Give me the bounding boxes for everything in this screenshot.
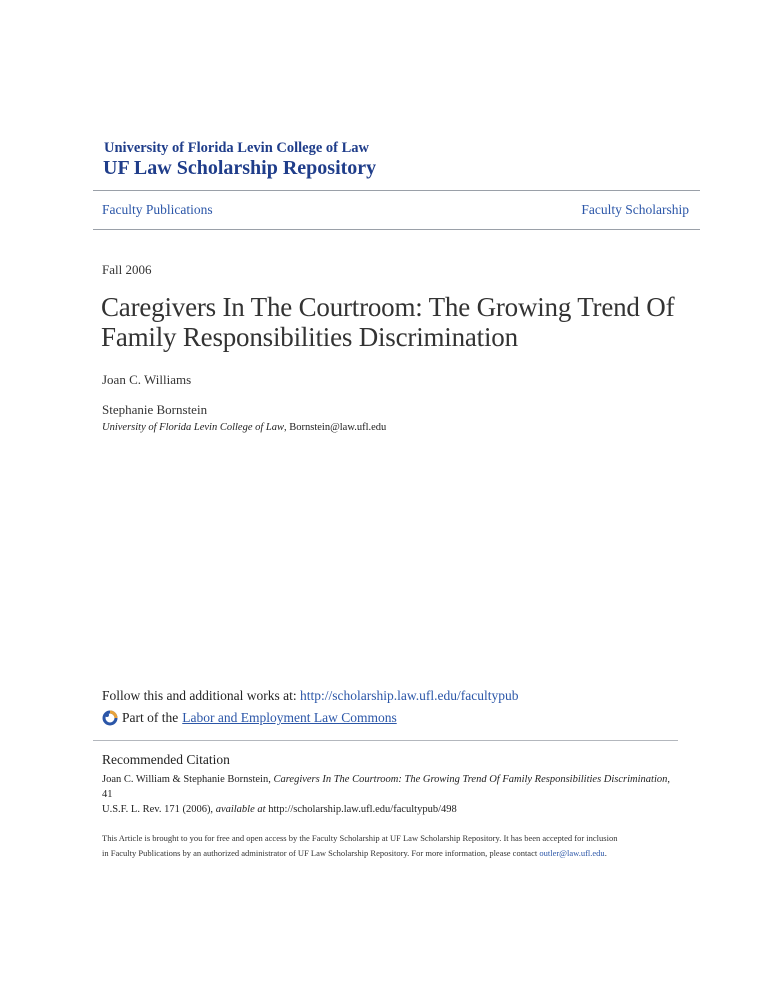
part-of-prefix: Part of the (122, 710, 179, 725)
notice-end: . (604, 848, 607, 858)
author-email: Bornstein@law.ufl.edu (289, 422, 387, 433)
publication-date: Fall 2006 (102, 262, 152, 277)
follow-line (102, 688, 518, 704)
citation-source: U.S.F. L. Rev. 171 (2006), (102, 804, 216, 815)
faculty-publications-link[interactable]: Faculty Publications (102, 202, 213, 217)
citation-available-at: available at (215, 804, 266, 815)
follow-prefix: Follow this and additional works at: (102, 688, 300, 703)
facultypub-url-link[interactable]: http://scholarship.law.ufl.edu/facultypub (300, 688, 519, 703)
affiliation-name: University of Florida Levin College of Law (102, 422, 284, 433)
citation-url: http://scholarship.law.ufl.edu/facultypub/498 (265, 804, 457, 815)
citation-title: Caregivers In The Courtroom: The Growing Trend Of Family Responsibilities Discrimination (273, 774, 668, 785)
citation-heading: Recommended Citation (102, 752, 230, 767)
citation-text (102, 772, 682, 817)
author-name: Stephanie Bornstein (102, 402, 208, 417)
institution-name: University of Florida Levin College of Law (104, 140, 370, 156)
article-title: Caregivers In The Courtroom: The Growing Trend Of Family Responsibilities Discrimination (101, 292, 675, 352)
part-of-line (102, 710, 397, 726)
labor-commons-link[interactable]: Labor and Employment Law Commons (182, 710, 397, 725)
contact-email-link[interactable]: outler@law.ufl.edu (539, 848, 605, 858)
author-name: Joan C. Williams (102, 372, 192, 387)
citation-rule (93, 740, 678, 741)
notice-line-1: This Article is brought to you for free and open access by the Faculty Scholarship at UF Law Scholarship Repository. It has been accepted for inclusion (102, 833, 618, 843)
open-access-notice (102, 831, 702, 861)
citation-authors: Joan C. William & Stephanie Bornstein, (102, 774, 274, 785)
header-rule-top (93, 190, 700, 191)
author-affiliation: University of Florida Levin College of Law, Bornstein@law.ufl.edu (102, 422, 387, 433)
faculty-scholarship-link[interactable]: Faculty Scholarship (581, 202, 689, 217)
header-rule-bottom (93, 229, 700, 230)
citation-volume: , 41 (102, 774, 671, 800)
notice-line-2: in Faculty Publications by an authorized administrator of UF Law Scholarship Repository. For more information, please contact (102, 848, 540, 858)
bepress-network-icon (102, 710, 118, 726)
repository-name: UF Law Scholarship Repository (103, 157, 377, 179)
